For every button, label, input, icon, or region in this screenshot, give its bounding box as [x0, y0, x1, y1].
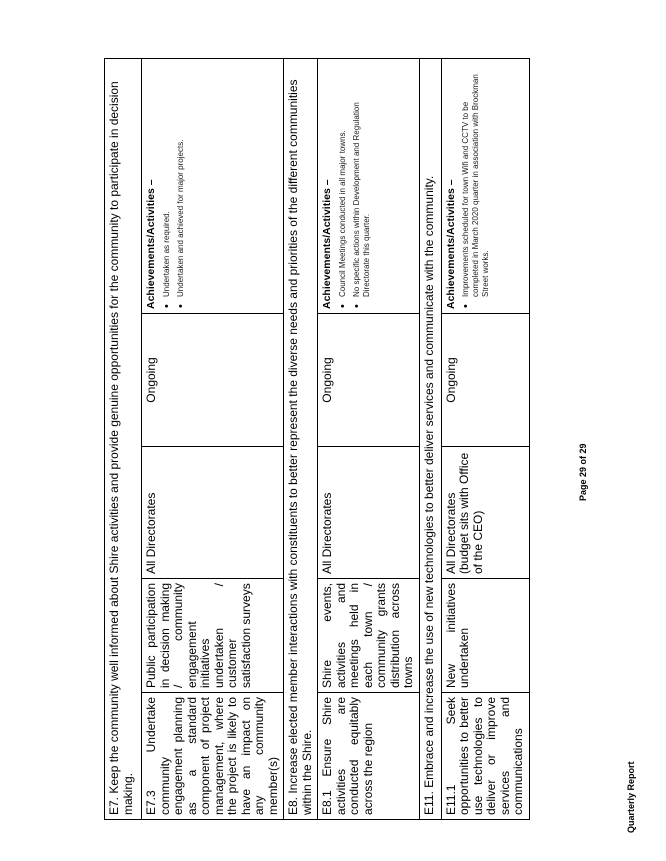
timeframe-cell: Ongoing — [142, 314, 284, 447]
table-row — [318, 58, 420, 819]
section-heading-row — [105, 58, 142, 819]
list-item: • Improvements scheduled for town Wifi and CCTV to be completed in March 2020 quarter in association with Brockman Street works. — [461, 63, 491, 297]
report-title: Quarterly Report — [626, 761, 636, 833]
achievements-list — [338, 63, 372, 309]
table-row — [441, 58, 529, 819]
achievements-cell — [142, 58, 284, 313]
achievements-heading: Achievements/Activities – — [444, 179, 457, 309]
section-heading-row — [284, 58, 318, 819]
plan-table — [104, 58, 530, 820]
achievements-cell — [318, 58, 420, 313]
list-item: • Undertaken and achieved for major projects. — [176, 63, 186, 297]
list-item: • No specific actions within Development and Regulation Directorate this quarter. — [352, 63, 372, 297]
section-heading-row — [419, 58, 441, 819]
measure-cell: Shire events, activities and meetings held in each town / community grants distribution across towns — [318, 579, 420, 693]
section-heading-e11: E11. Embrace and increase the use of new technologies to better deliver services and communicate with the community. — [419, 58, 441, 819]
timeframe-cell: Ongoing — [318, 314, 420, 447]
achievements-heading: Achievements/Activities – — [145, 179, 157, 309]
responsibility-cell: All Directorates — [318, 447, 420, 579]
responsibility-cell: All Directorates (budget sits with Office of the CEO) — [441, 447, 529, 579]
measure-cell: Public participation in decision making / community engagement initiatives undertaken / customer satisfaction surveys — [142, 579, 284, 693]
list-item: • Undertaken as required. — [162, 63, 172, 297]
action-cell: E8.1 Ensure Shire activities are conducted equitably across the region — [318, 693, 420, 820]
achievements-list — [461, 63, 491, 309]
page-number: Page 29 of 29 — [578, 443, 588, 501]
action-cell: E11.1 Seek opportunities to better use technologies to deliver or improve services and communications — [441, 693, 529, 820]
achievements-heading: Achievements/Activities – — [321, 179, 333, 309]
timeframe-cell: Ongoing — [441, 314, 529, 447]
achievements-cell — [441, 58, 529, 313]
section-heading-e7: E7. Keep the community well informed about Shire activities and provide genuine opportunities for the community to participate in decision making. — [105, 58, 142, 819]
achievements-list — [162, 63, 186, 309]
action-cell: E7.3 Undertake community engagement planning as a standard component of project management, where the project is likely to have an impact on any community member(s) — [142, 693, 284, 820]
table-row — [142, 58, 284, 819]
section-heading-e8: E8. Increase elected member interactions with constituents to better represent the diverse needs and priorities of the different communities within the Shire. — [284, 58, 318, 819]
measure-cell: New initiatives undertaken — [441, 579, 529, 693]
list-item: • Council Meetings conducted in all major towns. — [338, 63, 348, 297]
responsibility-cell: All Directorates — [142, 447, 284, 579]
